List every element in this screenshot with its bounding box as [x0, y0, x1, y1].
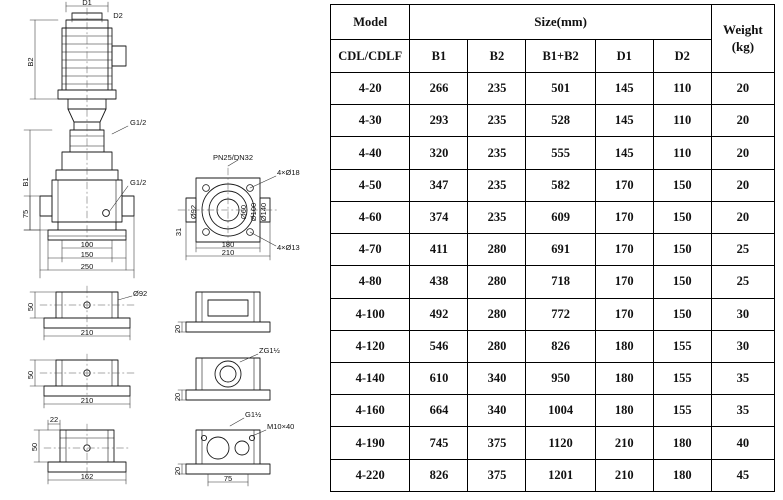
cell-d2: 110 [653, 105, 711, 137]
cell-b1: 745 [410, 427, 468, 459]
cell-weight: 20 [711, 105, 774, 137]
cell-weight: 20 [711, 201, 774, 233]
label-75: 75 [21, 209, 30, 219]
cell-b1: 826 [410, 459, 468, 491]
cell-model: 4-140 [331, 362, 410, 394]
header-b1-plus-b2: B1+B2 [526, 40, 595, 73]
label-phi92: Ø92 [189, 204, 198, 220]
cell-b1: 610 [410, 362, 468, 394]
cell-b1: 664 [410, 395, 468, 427]
cell-d1: 180 [595, 330, 653, 362]
cell-sum: 1120 [526, 427, 595, 459]
cell-sum: 826 [526, 330, 595, 362]
label-b1: B1 [21, 177, 30, 187]
label-g1half: G1½ [245, 410, 262, 419]
cell-b2: 340 [468, 395, 526, 427]
table-row [331, 362, 775, 394]
cell-b2: 235 [468, 201, 526, 233]
table-row [331, 395, 775, 427]
cell-d2: 110 [653, 137, 711, 169]
label-d1: D1 [82, 0, 92, 7]
cell-d2: 155 [653, 330, 711, 362]
cell-weight: 30 [711, 330, 774, 362]
cell-d1: 170 [595, 298, 653, 330]
label-150: 150 [80, 250, 94, 259]
cell-sum: 528 [526, 105, 595, 137]
cell-b1: 293 [410, 105, 468, 137]
cell-b2: 235 [468, 169, 526, 201]
cell-weight: 20 [711, 137, 774, 169]
cell-b2: 280 [468, 330, 526, 362]
label-20-b: 20 [173, 392, 182, 402]
cell-weight: 25 [711, 266, 774, 298]
table-header-row-1 [331, 5, 775, 40]
cell-sum: 1004 [526, 395, 595, 427]
cell-sum: 555 [526, 137, 595, 169]
cell-sum: 582 [526, 169, 595, 201]
cell-sum: 1201 [526, 459, 595, 491]
cell-weight: 40 [711, 427, 774, 459]
label-phi140: Ø140 [259, 202, 268, 222]
table-row [331, 169, 775, 201]
label-31: 31 [174, 227, 183, 237]
label-pn25-dn32: PN25/DN32 [213, 153, 254, 162]
cell-sum: 501 [526, 73, 595, 105]
cell-sum: 950 [526, 362, 595, 394]
cell-d1: 170 [595, 266, 653, 298]
table-row [331, 105, 775, 137]
table-row [331, 330, 775, 362]
table-row [331, 266, 775, 298]
cell-b2: 375 [468, 427, 526, 459]
label-50-b: 50 [26, 370, 35, 380]
table-row [331, 137, 775, 169]
cell-sum: 609 [526, 201, 595, 233]
drawing-svg [0, 0, 330, 500]
cell-d1: 170 [595, 169, 653, 201]
label-phi92-side: Ø92 [133, 289, 148, 298]
label-100: 100 [80, 240, 94, 249]
table-row [331, 73, 775, 105]
cell-b2: 280 [468, 266, 526, 298]
cell-b1: 266 [410, 73, 468, 105]
cell-b2: 235 [468, 73, 526, 105]
header-size-group: Size(mm) [410, 5, 711, 40]
label-m10x40: M10×40 [267, 422, 295, 431]
cell-b1: 320 [410, 137, 468, 169]
cell-weight: 30 [711, 298, 774, 330]
cell-d1: 145 [595, 73, 653, 105]
table-body [331, 73, 775, 492]
header-weight [711, 5, 774, 73]
cell-d2: 110 [653, 73, 711, 105]
header-d1: D1 [595, 40, 653, 73]
table-row [331, 201, 775, 233]
header-b2: B2 [468, 40, 526, 73]
cell-weight: 35 [711, 362, 774, 394]
cell-model: 4-70 [331, 234, 410, 266]
label-250: 250 [80, 262, 94, 271]
cell-d2: 150 [653, 169, 711, 201]
label-g12-mid: G1/2 [130, 178, 147, 187]
cell-model: 4-40 [331, 137, 410, 169]
cell-d2: 150 [653, 266, 711, 298]
header-weight-line2: (kg) [731, 38, 755, 54]
table-row [331, 427, 775, 459]
label-b2: B2 [26, 57, 35, 67]
cell-sum: 691 [526, 234, 595, 266]
label-zg1: ZG1½ [259, 346, 280, 355]
table-header-row-2 [331, 40, 775, 73]
cell-d2: 150 [653, 201, 711, 233]
header-weight-line1: Weight [723, 22, 763, 38]
label-210-a: 210 [80, 328, 94, 337]
cell-b1: 347 [410, 169, 468, 201]
cell-d2: 155 [653, 362, 711, 394]
cell-model: 4-190 [331, 427, 410, 459]
cell-model: 4-80 [331, 266, 410, 298]
label-180: 180 [221, 240, 235, 249]
cell-weight: 20 [711, 169, 774, 201]
specification-table [330, 4, 775, 492]
table-row [331, 298, 775, 330]
label-4x18: 4×Ø18 [277, 168, 300, 177]
label-50-a: 50 [26, 302, 35, 312]
cell-model: 4-20 [331, 73, 410, 105]
cell-model: 4-30 [331, 105, 410, 137]
cell-model: 4-120 [331, 330, 410, 362]
label-20-c: 20 [173, 466, 182, 476]
cell-d2: 180 [653, 427, 711, 459]
label-162: 162 [80, 472, 94, 481]
label-20-a: 20 [173, 324, 182, 334]
cell-d1: 145 [595, 137, 653, 169]
cell-model: 4-50 [331, 169, 410, 201]
table-row [331, 459, 775, 491]
header-model-sub: CDL/CDLF [331, 40, 410, 73]
label-22: 22 [49, 415, 59, 424]
label-phi60: Ø60 [239, 204, 248, 220]
label-phi100: Ø100 [249, 202, 258, 222]
cell-b2: 340 [468, 362, 526, 394]
label-g12-top: G1/2 [130, 118, 147, 127]
label-d2: D2 [113, 11, 123, 20]
cell-model: 4-160 [331, 395, 410, 427]
cell-model: 4-220 [331, 459, 410, 491]
cell-d1: 180 [595, 362, 653, 394]
cell-b2: 375 [468, 459, 526, 491]
cell-b2: 280 [468, 234, 526, 266]
cell-b2: 235 [468, 137, 526, 169]
cell-b1: 374 [410, 201, 468, 233]
cell-b2: 280 [468, 298, 526, 330]
label-75-b: 75 [223, 474, 233, 483]
table-row [331, 234, 775, 266]
header-d2: D2 [653, 40, 711, 73]
cell-d1: 210 [595, 459, 653, 491]
cell-d1: 170 [595, 201, 653, 233]
pump-dimension-drawings [0, 0, 330, 500]
cell-weight: 35 [711, 395, 774, 427]
cell-b1: 492 [410, 298, 468, 330]
label-50-c: 50 [30, 442, 39, 452]
specification-table-wrapper [330, 4, 778, 496]
cell-d1: 180 [595, 395, 653, 427]
cell-sum: 718 [526, 266, 595, 298]
cell-b1: 411 [410, 234, 468, 266]
cell-d2: 155 [653, 395, 711, 427]
cell-d1: 210 [595, 427, 653, 459]
cell-b1: 546 [410, 330, 468, 362]
label-210-b: 210 [80, 396, 94, 405]
label-4x13: 4×Ø13 [277, 243, 300, 252]
cell-b1: 438 [410, 266, 468, 298]
cell-d2: 180 [653, 459, 711, 491]
cell-d1: 145 [595, 105, 653, 137]
cell-d2: 150 [653, 234, 711, 266]
cell-weight: 45 [711, 459, 774, 491]
header-b1: B1 [410, 40, 468, 73]
cell-sum: 772 [526, 298, 595, 330]
cell-weight: 20 [711, 73, 774, 105]
cell-model: 4-100 [331, 298, 410, 330]
cell-model: 4-60 [331, 201, 410, 233]
cell-d1: 170 [595, 234, 653, 266]
cell-d2: 150 [653, 298, 711, 330]
label-210-top: 210 [221, 248, 235, 257]
cell-b2: 235 [468, 105, 526, 137]
header-model: Model [331, 5, 410, 40]
cell-weight: 25 [711, 234, 774, 266]
